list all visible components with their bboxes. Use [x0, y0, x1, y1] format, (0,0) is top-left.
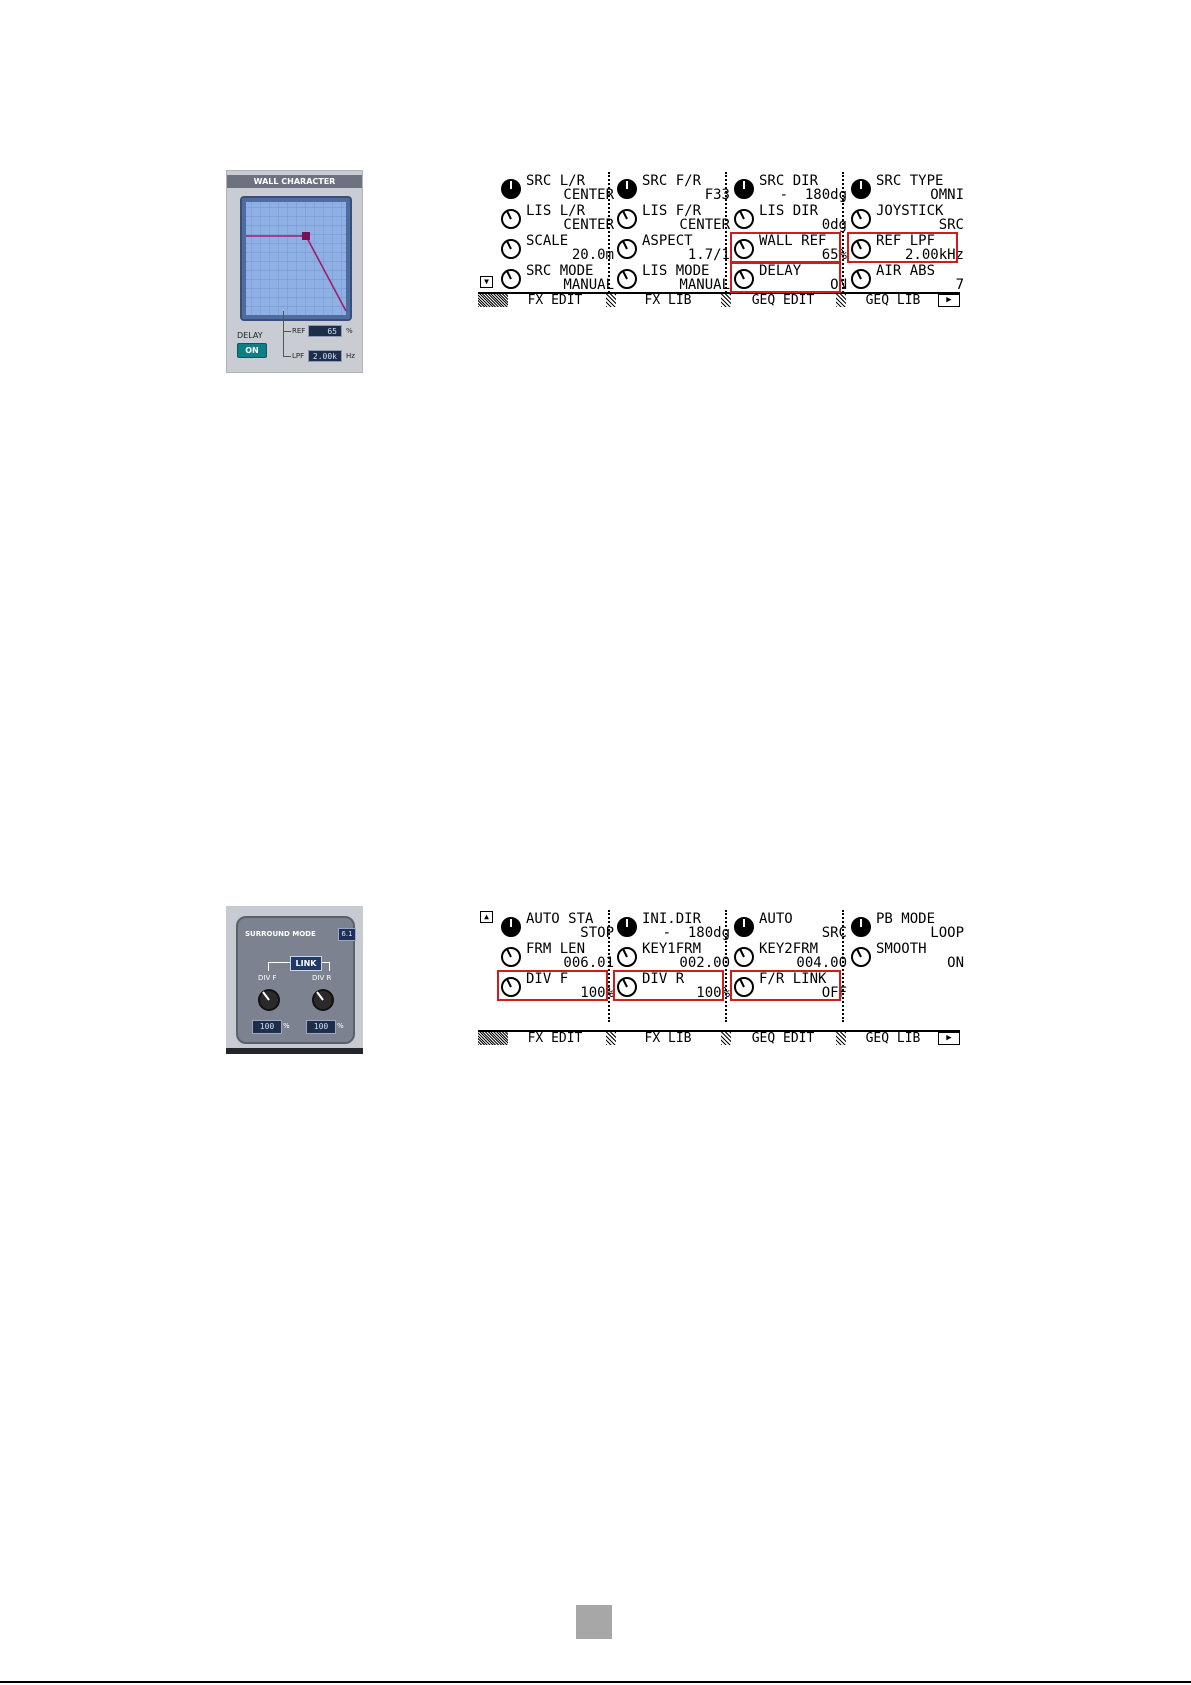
param-text	[876, 204, 964, 232]
param-text	[642, 234, 730, 262]
param-label: DIV R	[642, 971, 685, 987]
param-knob-icon[interactable]	[500, 916, 522, 938]
param-label: WALL REF	[759, 233, 827, 249]
param-label: FRM LEN	[526, 941, 586, 957]
param-knob-icon[interactable]	[500, 178, 522, 200]
param-label: DELAY	[759, 263, 802, 279]
param-label: AIR ABS	[876, 263, 936, 279]
ref-field[interactable]: 65	[308, 325, 342, 337]
param-knob-icon[interactable]	[733, 946, 755, 968]
param-cell[interactable]	[850, 172, 966, 202]
param-cell[interactable]	[850, 910, 966, 940]
tab-fx-lib[interactable]: FX LIB	[644, 293, 692, 308]
div-r-knob-icon[interactable]	[308, 984, 338, 1014]
param-cell[interactable]	[850, 202, 966, 232]
div-f-field[interactable]: 100	[252, 1020, 282, 1034]
param-label: F/R LINK	[759, 971, 827, 987]
param-value: 100%	[696, 985, 730, 1001]
tab-bar-pattern	[478, 1032, 508, 1045]
tab-separator	[721, 1032, 731, 1045]
param-knob-icon[interactable]	[733, 916, 755, 938]
tab-separator	[836, 294, 846, 307]
param-label: SRC DIR	[759, 173, 819, 189]
panel-bottom-bar	[226, 1048, 363, 1054]
scroll-up-icon[interactable]: ▲	[480, 911, 493, 923]
param-cell[interactable]	[733, 202, 849, 232]
bracket-line	[283, 311, 284, 357]
param-knob-icon[interactable]	[616, 946, 638, 968]
wall-character-panel	[226, 170, 363, 373]
param-knob-icon[interactable]	[850, 268, 872, 290]
delay-on-button[interactable]: ON	[237, 343, 267, 358]
param-knob-icon[interactable]	[500, 268, 522, 290]
div-r-unit: %	[337, 1022, 344, 1030]
param-cell[interactable]	[733, 172, 849, 202]
param-label: KEY1FRM	[642, 941, 702, 957]
param-knob-icon[interactable]	[616, 916, 638, 938]
param-knob-icon[interactable]	[500, 238, 522, 260]
param-cell[interactable]	[733, 262, 849, 292]
param-value: ON	[947, 955, 964, 971]
lcd-screen-fx-edit-1	[478, 168, 964, 312]
param-text	[759, 204, 847, 232]
param-text	[526, 264, 614, 292]
tab-separator	[606, 1032, 616, 1045]
param-text	[526, 942, 614, 970]
param-label: KEY2FRM	[759, 941, 819, 957]
param-text	[526, 912, 614, 940]
tab-separator	[606, 294, 616, 307]
param-knob-icon[interactable]	[500, 946, 522, 968]
param-text	[526, 174, 614, 202]
tab-separator	[836, 1032, 846, 1045]
param-text	[876, 264, 964, 292]
param-value: MANUAL	[679, 277, 730, 293]
param-cell[interactable]	[616, 232, 732, 262]
param-label: SRC L/R	[526, 173, 586, 189]
param-cell[interactable]	[616, 172, 732, 202]
param-cell[interactable]	[733, 940, 849, 970]
lpf-unit: Hz	[346, 352, 355, 360]
param-value: CENTER	[563, 187, 614, 203]
param-value: 65%	[821, 247, 847, 263]
param-label: SRC TYPE	[876, 173, 944, 189]
div-f-knob-icon[interactable]	[254, 984, 284, 1014]
param-text	[759, 942, 847, 970]
param-label: REF LPF	[876, 233, 936, 249]
param-label: LIS DIR	[759, 203, 819, 219]
param-label: INI.DIR	[642, 911, 702, 927]
highlight-box	[847, 232, 958, 263]
surround-mode-panel	[226, 906, 363, 1054]
param-knob-icon[interactable]	[850, 916, 872, 938]
param-cell[interactable]	[850, 232, 966, 262]
param-label: DIV F	[526, 971, 569, 987]
tab-bar-pattern	[478, 294, 508, 307]
param-knob-icon[interactable]	[500, 208, 522, 230]
lcd-screen-fx-edit-2	[478, 906, 964, 1050]
param-cell[interactable]	[616, 202, 732, 232]
div-r-label: DIV R	[312, 974, 332, 982]
param-cell[interactable]	[616, 970, 732, 1000]
param-text	[759, 174, 847, 202]
param-knob-icon[interactable]	[616, 178, 638, 200]
bracket-line	[283, 331, 291, 332]
tab-geq-edit[interactable]: GEQ EDIT	[751, 1031, 815, 1046]
param-cell[interactable]	[500, 202, 616, 232]
delay-label: DELAY	[237, 331, 263, 340]
param-value: STOP	[580, 925, 614, 941]
next-page-arrow-icon[interactable]: ▶	[938, 1032, 960, 1045]
param-knob-icon[interactable]	[616, 268, 638, 290]
param-knob-icon[interactable]	[850, 178, 872, 200]
param-cell[interactable]	[500, 262, 616, 292]
next-page-arrow-icon[interactable]: ▶	[938, 294, 960, 307]
param-value: F33	[704, 187, 730, 203]
highlight-box	[730, 232, 841, 263]
param-knob-icon[interactable]	[850, 946, 872, 968]
param-value: 002.00	[679, 955, 730, 971]
scroll-down-icon[interactable]: ▼	[480, 276, 493, 288]
lpf-field[interactable]: 2.00k	[308, 350, 342, 362]
page-number-box	[576, 1605, 612, 1639]
bracket-line	[283, 356, 291, 357]
param-value: LOOP	[930, 925, 964, 941]
div-f-unit: %	[283, 1022, 290, 1030]
param-text	[642, 264, 730, 292]
param-label: JOYSTICK	[876, 203, 944, 219]
param-value: 100%	[580, 985, 614, 1001]
tab-fx-lib[interactable]: FX LIB	[644, 1031, 692, 1046]
param-label: LIS F/R	[642, 203, 702, 219]
param-knob-icon[interactable]	[616, 208, 638, 230]
param-value: OMNI	[930, 187, 964, 203]
param-text	[642, 174, 730, 202]
param-knob-icon[interactable]	[733, 178, 755, 200]
param-text	[876, 942, 964, 970]
surround-mode-frame	[236, 916, 355, 1044]
param-cell[interactable]	[733, 910, 849, 940]
param-value: SRC	[938, 217, 964, 233]
param-value: 0dg	[821, 217, 847, 233]
param-text	[642, 942, 730, 970]
lcd-tab-bar	[478, 292, 960, 309]
param-cell[interactable]	[500, 232, 616, 262]
param-label: PB MODE	[876, 911, 936, 927]
highlight-box	[730, 262, 841, 293]
param-cell[interactable]	[616, 910, 732, 940]
param-cell[interactable]	[616, 940, 732, 970]
param-value: 006.01	[563, 955, 614, 971]
param-label: LIS L/R	[526, 203, 586, 219]
param-label: AUTO STA	[526, 911, 594, 927]
surround-mode-title: SURROUND MODE	[245, 930, 316, 938]
lpf-label: LPF	[292, 352, 305, 360]
div-f-label: DIV F	[258, 974, 277, 982]
link-button[interactable]: LINK	[290, 956, 322, 971]
param-knob-icon[interactable]	[616, 238, 638, 260]
wall-curve-handle[interactable]	[302, 232, 310, 240]
param-text	[526, 234, 614, 262]
tab-geq-lib[interactable]: GEQ LIB	[865, 293, 921, 308]
param-cell[interactable]	[850, 940, 966, 970]
wall-character-title: WALL CHARACTER	[227, 175, 362, 188]
param-cell[interactable]	[500, 172, 616, 202]
param-text	[876, 912, 964, 940]
param-value: CENTER	[563, 217, 614, 233]
param-value: 2.00kHz	[904, 247, 964, 263]
tab-geq-lib[interactable]: GEQ LIB	[865, 1031, 921, 1046]
param-value: MANUAL	[563, 277, 614, 293]
param-cell[interactable]	[500, 970, 616, 1000]
highlight-box	[613, 970, 724, 1001]
div-r-field[interactable]: 100	[306, 1020, 336, 1034]
param-value: 1.7/1	[687, 247, 730, 263]
tab-geq-edit[interactable]: GEQ EDIT	[751, 293, 815, 308]
param-knob-icon[interactable]	[733, 208, 755, 230]
param-label: SRC MODE	[526, 263, 594, 279]
param-cell[interactable]	[616, 262, 732, 292]
param-value: ON	[830, 277, 847, 293]
wall-curve-graphic	[242, 198, 350, 319]
param-cell[interactable]	[500, 910, 616, 940]
param-label: AUTO	[759, 911, 793, 927]
param-value: SRC	[821, 925, 847, 941]
param-text	[759, 912, 847, 940]
ref-unit: %	[346, 327, 353, 335]
tab-fx-edit[interactable]: FX EDIT	[527, 293, 583, 308]
param-label: LIS MODE	[642, 263, 710, 279]
param-value: OFF	[821, 985, 847, 1001]
param-cell[interactable]	[850, 262, 966, 292]
param-value: 004.00	[796, 955, 847, 971]
tab-fx-edit[interactable]: FX EDIT	[527, 1031, 583, 1046]
tab-separator	[721, 294, 731, 307]
param-text	[642, 204, 730, 232]
highlight-box	[730, 970, 841, 1001]
param-label: SMOOTH	[876, 941, 927, 957]
param-value: CENTER	[679, 217, 730, 233]
param-knob-icon[interactable]	[850, 208, 872, 230]
param-label: SRC F/R	[642, 173, 702, 189]
param-cell[interactable]	[500, 940, 616, 970]
param-value: - 180dg	[779, 187, 847, 203]
param-text	[642, 912, 730, 940]
lcd-tab-bar	[478, 1030, 960, 1047]
surround-mode-badge[interactable]: 6.1	[338, 928, 356, 941]
param-cell[interactable]	[733, 232, 849, 262]
param-label: SCALE	[526, 233, 569, 249]
param-label: ASPECT	[642, 233, 693, 249]
ref-label: REF	[292, 327, 306, 335]
wall-character-graph[interactable]	[240, 196, 352, 321]
param-cell[interactable]	[733, 970, 849, 1000]
param-value: 7	[955, 277, 964, 293]
param-text	[876, 174, 964, 202]
page-bottom-rule	[0, 1681, 1191, 1683]
param-text	[526, 204, 614, 232]
highlight-box	[497, 970, 608, 1001]
param-value: 20.0m	[571, 247, 614, 263]
param-value: - 180dg	[662, 925, 730, 941]
